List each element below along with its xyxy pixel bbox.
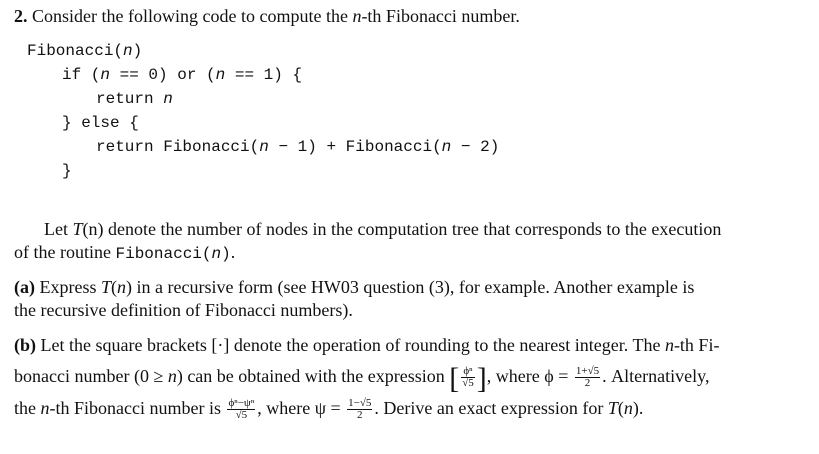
- part-a-label: (a): [14, 277, 35, 297]
- part-b-label: (b): [14, 335, 36, 355]
- binet-formula-fraction: $\frac{\text{ϕⁿ−ψⁿ}}{√5}$: [228, 397, 255, 422]
- code-return-n: return n: [96, 90, 173, 108]
- psi-value-fraction: $\frac{1-√5}{2}$: [348, 397, 372, 422]
- code-function-signature: Fibonacci(n): [27, 42, 143, 60]
- part-a-line1: (a) Express T(n) in a recursive form (see HW03 question (3), for example. Another example is: [14, 277, 695, 297]
- question-heading: 2. Consider the following code to compute the n-th Fibonacci number.: [14, 6, 520, 26]
- part-b-line1: (b) Let the square brackets [·] denote the operation of rounding to the nearest integer. The n-th Fi-: [14, 335, 720, 355]
- phi-n-over-root5-fraction: $\frac{\text{ϕⁿ}}{√5}$: [462, 365, 474, 390]
- paragraph-definition-line1: Let T(n) denote the number of nodes in the computation tree that corresponds to the execution: [44, 219, 722, 239]
- code-recursive-return: return Fibonacci(n − 1) + Fibonacci(n − 2): [96, 138, 500, 156]
- paragraph-definition-line2: of the routine Fibonacci(n).: [14, 242, 236, 263]
- code-if-line: if (n == 0) or (n == 1) {: [62, 66, 303, 84]
- code-closing-brace: }: [62, 162, 72, 180]
- part-b-line3: the n-th Fibonacci number is $\frac{\text{ϕⁿ−ψⁿ}}{√5}$ , where ψ = $\frac{1-√5}{2}$ . Derive an exact expression for T(n).: [14, 397, 644, 422]
- code-else-line: } else {: [62, 114, 139, 132]
- part-a-line2: the recursive definition of Fibonacci numbers).: [14, 300, 353, 320]
- phi-value-fraction: $\frac{1+√5}{2}$: [575, 365, 600, 390]
- question-number: 2.: [14, 6, 28, 26]
- part-b-line2: bonacci number (0 ≥ n) can be obtained with the expression [ $\frac{\text{ϕⁿ}}{√5}$ ], where ϕ = $\frac{1+√5}{2}$ . Alternatively,: [14, 362, 710, 395]
